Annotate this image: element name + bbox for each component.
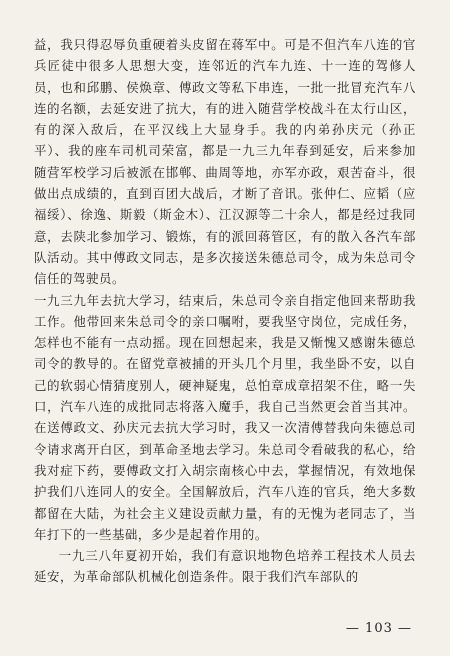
paragraph-2: 一九三九年去抗大学习，结束后，朱总司令亲自指定他回来帮助我工作。他带回来朱总司令的亲口嘱咐，要我坚守岗位，完成任务，怎样也不能有一点动摇。现在回想起来，我是又惭愧又感谢朱德总司令的教导的。在留党章被捕的开头几个月里，我坐卧不安，以自己的软弱心情猜度别人，硬神疑鬼，总怕章成章招架不住，略一失口，汽车八连的成批同志将落入魔手，我自己当然更会首当其冲。在送傅政文、孙庆元去抗大学习时，我又一次清傅替我向朱德总司令请求离开白区，到革命圣地去学习。朱总司令看破我的私心，给我对症下药，要傅政文打入胡宗南核心中去，掌握情况，有效地保护我们八连同人的安全。全国解放后，汽车八连的官兵，绝大多数都留在大陆，为社会主义建设贡献力量，有的无愧为老同志了，当年打下的一些基础，多少是起着作用的。 <box>34 292 416 542</box>
paragraph-1: 益，我只得忍辱负重硬着头皮留在蒋军中。可是不但汽车八连的官兵匠徒中很多人思想大变，连邻近的汽车九连、十一连的驾修人员，也和邱鹏、侯焕章、傅政文等私下串连，一批一批冒充汽车八连的名额，去延安进了抗大，有的进入随营学校战斗在太行山区，有的深入敌后，在平汉线上大显身手。我的内弟孙庆元（孙正平）、我的座车司机司荣富，都是一九三九年春到延安，后来参加随营军校学习后被派在邯郸、曲周等地，亦军亦政，艰苦奋斗，很做出点成绩的，直到百团大战后，才断了音讯。张仲仁、应韬（应福绥）、徐逸、斯毅（斯金木）、江汉源等二十余人，都是经过我同意，去陕北参加学习、锻炼，有的派回蒋管区，有的散入各汽车部队活动。其中傅政文同志，是多次接送朱德总司令，成为朱总司令信任的驾驶员。 <box>34 37 416 287</box>
page-number: — 103 — <box>345 621 412 636</box>
paragraph-3: 一九三八年夏初开始，我们有意识地物色培养工程技术人员去延安，为革命部队机械化创造条件。限于我们汽车部队的 <box>34 548 416 585</box>
